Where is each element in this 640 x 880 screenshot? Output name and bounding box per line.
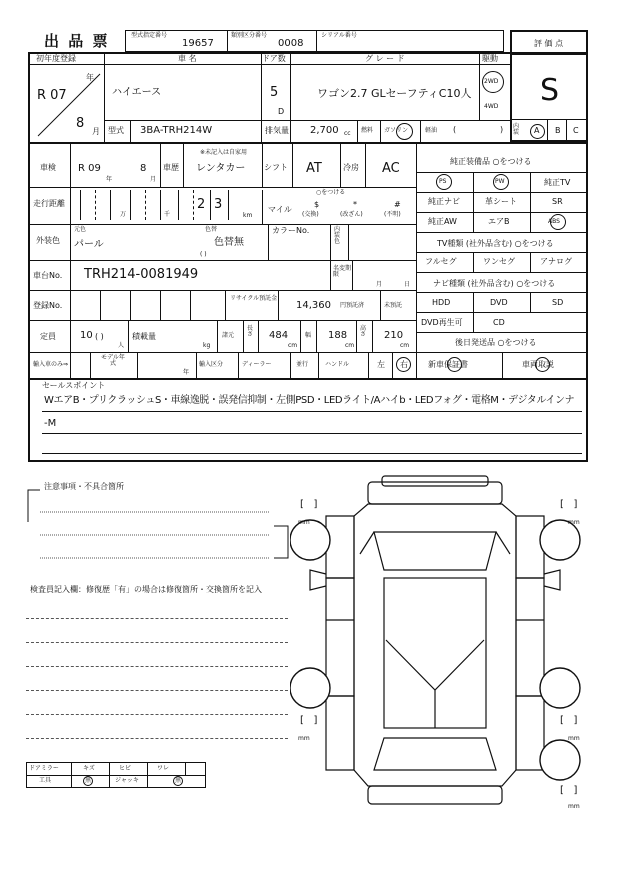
- car-name: ハイエース: [112, 87, 162, 98]
- ps-label: PS: [439, 178, 447, 185]
- hdd-label: HDD: [432, 298, 451, 307]
- parallel-label: 並行: [296, 361, 309, 368]
- name-change-day: 日: [404, 281, 411, 288]
- legend-tools-val: 無: [85, 777, 92, 784]
- shift-label: シフト: [264, 163, 288, 172]
- sr-label: SR: [552, 197, 563, 206]
- model-cert-box: [125, 30, 228, 52]
- legend-scratch: キズ: [83, 765, 95, 772]
- tamper-label: (改ざん): [340, 211, 363, 218]
- color-paren: ( ): [200, 251, 207, 258]
- fuel-paren-close: ): [500, 125, 504, 134]
- left-mirror: [310, 570, 326, 590]
- first-reg-era: R 07: [37, 88, 67, 103]
- score-value: S: [540, 73, 560, 108]
- score-title: 評 価 点: [534, 39, 564, 48]
- shift-value: AT: [306, 161, 322, 176]
- warranty-label: 新車保証書: [428, 360, 468, 369]
- manual-circle: [535, 357, 550, 372]
- recycle-value: 14,360: [296, 300, 331, 311]
- later-title: 後日発送品 ○をつける: [455, 338, 537, 347]
- rear-bumper: [368, 786, 502, 804]
- wheel-front-left: [290, 520, 330, 560]
- color-change-value: 色替無: [214, 237, 244, 248]
- wheel-rear-right: [540, 668, 580, 708]
- width-unit: cm: [345, 342, 355, 349]
- interior-a: A: [534, 126, 540, 135]
- equipment-title: 純正装備品 ○をつける: [450, 157, 532, 166]
- leather-label: 革シート: [485, 197, 517, 206]
- first-reg-month: 8: [76, 116, 85, 131]
- right-mirror: [544, 570, 560, 590]
- length-unit: cm: [288, 342, 298, 349]
- displacement-value: 2,700: [310, 125, 339, 136]
- sd-label: SD: [552, 298, 564, 307]
- width-value: 188: [328, 330, 348, 341]
- category-box: [227, 30, 317, 52]
- caution-bracket: [26, 488, 290, 562]
- doors-label: ドア数: [262, 54, 286, 63]
- import-type-label: 輸入区分: [199, 361, 224, 368]
- displacement-unit: cc: [344, 130, 351, 137]
- name-change-label: 名変期限: [333, 265, 352, 278]
- wheel-rear-left: [290, 668, 330, 708]
- oneseg-label: ワンセグ: [483, 257, 515, 266]
- first-reg-label: 初年度登録: [36, 54, 76, 63]
- mileage-sen: 千: [164, 211, 171, 218]
- sales-label: セールスポイント: [42, 381, 106, 390]
- mileage-circle-note: ○をつける: [316, 189, 346, 196]
- tv-label: 純正TV: [544, 178, 571, 187]
- right-label: 右: [400, 360, 408, 369]
- mile-label: マイル: [268, 205, 292, 214]
- chassis-value: TRH214-0081949: [84, 267, 199, 282]
- aw-label: 純正AW: [428, 217, 457, 226]
- tamper-sym: *: [353, 200, 357, 209]
- unknown-label: (不明): [384, 211, 401, 218]
- dvd-label: DVD: [490, 298, 508, 307]
- fuel-label: 燃料: [361, 127, 374, 134]
- drive-2wd: 2WD: [484, 78, 499, 85]
- load-label: 積載量: [132, 332, 156, 341]
- form-title: 出 品 票: [44, 32, 110, 50]
- recycle-unpaid: 未預託: [384, 302, 403, 309]
- orig-color-value: パール: [74, 239, 104, 250]
- ac-value: AC: [382, 161, 400, 176]
- dims-label: 諸元: [222, 332, 235, 339]
- import-label: 輸入車のみ⇒: [33, 361, 69, 368]
- mileage-digit1: 2: [197, 197, 206, 212]
- grade-value: ワゴン2.7 GLセーフティC10人: [317, 87, 472, 100]
- fullseg-label: フルセグ: [425, 257, 457, 266]
- serial-label: シリアル番号: [321, 32, 357, 39]
- orig-color-label: 元色: [74, 226, 87, 233]
- tire-rr-mm: mm: [568, 735, 580, 742]
- color-code-label: カラーNo.: [272, 226, 310, 235]
- mileage-km: km: [243, 212, 253, 219]
- sales-line2: -M: [44, 418, 57, 429]
- month-unit: 月: [92, 127, 100, 136]
- legend-door-mirror: ドアミラー: [29, 765, 59, 772]
- recycle-unit: 円預託済: [340, 302, 365, 309]
- dealer-label: ディーラー: [242, 361, 272, 368]
- tire-fl-mm: mm: [298, 519, 310, 526]
- ac-label: 冷房: [343, 163, 359, 172]
- capacity-paren: ( ): [95, 332, 104, 341]
- windshield: [374, 532, 496, 570]
- interior-b: B: [555, 126, 561, 135]
- inspector-label: 検査員記入欄：修復歴「有」の場合は修復箇所・交換箇所を記入: [30, 585, 262, 594]
- name-change-month: 月: [376, 281, 383, 288]
- capacity-unit: 人: [118, 342, 125, 349]
- grade-label: グ レ ー ド: [365, 54, 405, 63]
- manual-label: 車両取説: [522, 360, 554, 369]
- legend-crack: ヒビ: [119, 765, 132, 772]
- dvd-play-label: DVD再生可: [421, 318, 463, 327]
- fuel-paren-open: (: [453, 125, 457, 134]
- pw-label: PW: [495, 178, 505, 185]
- interior-label: 内装: [513, 123, 520, 136]
- model-year-label: モデル年式: [101, 354, 125, 367]
- exchange-label: (交換): [302, 211, 319, 218]
- fuel-gas: ガソリン: [384, 127, 409, 134]
- model-value: 3BA-TRH214W: [140, 125, 213, 136]
- capacity-value: 10: [80, 330, 93, 341]
- unknown-sym: #: [394, 200, 401, 209]
- caution-label: 注意事項・不具合箇所: [44, 482, 124, 491]
- legend-table: [26, 762, 206, 788]
- displacement-label: 排気量: [265, 126, 289, 135]
- history-value: レンタカー: [196, 163, 246, 174]
- inspection-month: 8: [140, 163, 147, 174]
- legend-break: ワレ: [157, 765, 170, 772]
- inspection-era: R 09: [78, 163, 101, 174]
- analog-label: アナログ: [540, 257, 572, 266]
- legend-jack: ジャッキ: [115, 777, 139, 784]
- tire-spare-mm: mm: [568, 803, 580, 810]
- tire-fl-bracket: [ ]: [300, 499, 318, 510]
- tire-spare-bracket: [ ]: [560, 785, 578, 796]
- interior-color-label: 内装色: [334, 226, 341, 245]
- length-label: 長さ: [247, 325, 254, 338]
- color-change-label: 色替: [205, 226, 218, 233]
- rear-window: [374, 738, 496, 770]
- exchange-sym: $: [314, 200, 320, 209]
- serial-box: [316, 30, 504, 52]
- chassis-label: 車台No.: [33, 271, 63, 280]
- cd-label: CD: [493, 318, 505, 327]
- handle-label: ハンドル: [325, 361, 350, 368]
- height-unit: cm: [400, 342, 410, 349]
- category-label: 類別区分番号: [231, 32, 268, 39]
- mileage-digit2: 3: [214, 197, 223, 212]
- model-cert-label: 型式指定番号: [131, 32, 168, 39]
- history-note: ※未記入は自家用: [200, 149, 248, 156]
- height-label: 高さ: [360, 325, 367, 338]
- tv-type-title: TV種類 (社外品含む) ○をつける: [437, 239, 554, 248]
- car-damage-diagram: [290, 470, 640, 810]
- warranty-circle: [447, 357, 462, 372]
- inspection-year-unit: 年: [106, 176, 113, 183]
- wheel-spare: [540, 740, 580, 780]
- length-value: 484: [269, 330, 289, 341]
- inspection-label: 車検: [40, 163, 56, 172]
- year-unit: 年: [86, 73, 94, 82]
- abs-label: ABS: [548, 218, 560, 225]
- navi-label: 純正ナビ: [428, 197, 460, 206]
- interior-c: C: [573, 126, 579, 135]
- reg-no-label: 登録No.: [33, 301, 63, 310]
- tire-rl-bracket: [ ]: [300, 715, 318, 726]
- tire-rl-mm: mm: [298, 735, 310, 742]
- tire-fr-mm: mm: [568, 519, 580, 526]
- mileage-man: 万: [120, 211, 127, 218]
- vehicle-label: 車 名: [178, 54, 197, 63]
- color-label: 外装色: [36, 236, 60, 245]
- drive-4wd: 4WD: [484, 103, 499, 110]
- navi-type-title: ナビ種類 (社外品含む) ○をつける: [433, 279, 556, 288]
- fuel-light: 軽油: [425, 127, 438, 134]
- tire-rr-bracket: [ ]: [560, 715, 578, 726]
- width-label: 幅: [305, 332, 312, 339]
- doors-value: 5: [270, 85, 279, 100]
- height-value: 210: [384, 330, 404, 341]
- model-cert-value: 19657: [182, 38, 214, 49]
- model-year-unit: 年: [183, 369, 190, 376]
- airbag-label: エアB: [488, 217, 510, 226]
- sales-line1: WエアB・プリクラッシュS・車線逸脱・誤発信抑制・左側PSD・LEDライト/Aハイb・LEDフォグ・電格M・デジタルインナ: [44, 395, 575, 406]
- recycle-label: リサイクル預託金: [230, 295, 278, 302]
- front-bumper: [368, 482, 502, 504]
- legend-jack-val: 無: [175, 777, 182, 784]
- left-label: 左: [377, 360, 385, 369]
- wheel-front-right: [540, 520, 580, 560]
- legend-tools: 工具: [39, 777, 52, 784]
- load-unit: kg: [203, 342, 211, 349]
- tire-fr-bracket: [ ]: [560, 499, 578, 510]
- drive-label: 駆動: [482, 54, 498, 63]
- category-value: 0008: [278, 38, 304, 49]
- doors-type: D: [278, 107, 285, 116]
- inspection-month-unit: 月: [150, 176, 157, 183]
- history-label: 車歴: [163, 163, 179, 172]
- model-label: 型式: [108, 126, 124, 135]
- mileage-label: 走行距離: [33, 199, 65, 208]
- capacity-label: 定員: [40, 332, 56, 341]
